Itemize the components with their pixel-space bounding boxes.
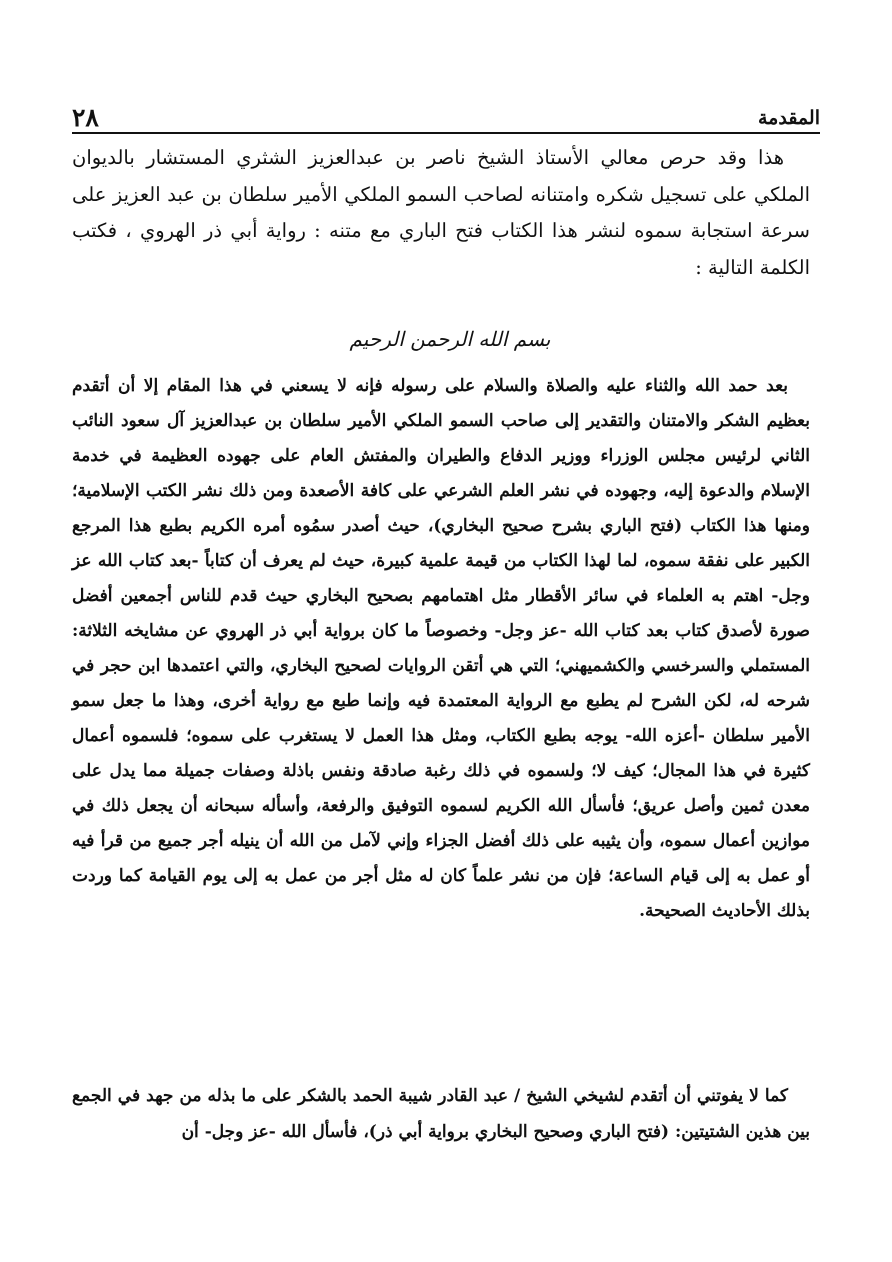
intro-section [72,140,810,286]
basmala-calligraphy [320,318,580,360]
letter-body [72,369,810,929]
running-title: المقدمة [757,107,820,129]
page-number: ٢٨ [72,103,99,132]
closing-paragraph: كما لا يفوتني أن أتقدم لشيخي الشيخ / عبد القادر شيبة الحمد بالشكر على ما بذله من جهد في الجمع بين هذين الشتيتين: (فتح الباري وصحيح البخاري برواية أبي ذر)، فأسأل الله -عز وجل- أن [72,1086,810,1142]
page-header [72,90,820,130]
basmala-text: بسم الله الرحمن الرحيم [349,327,551,351]
header-rule [72,132,820,134]
closing-section [72,1078,810,1150]
intro-paragraph: هذا وقد حرص معالي الأستاذ الشيخ ناصر بن عبدالعزيز الشثري المستشار بالديوان الملكي على تسجيل شكره وامتنانه لصاحب السمو الملكي الأمير سلطان بن عبد العزيز على سرعة استجابة سموه لنشر هذا الكتاب فتح الباري مع متنه : رواية أبي ذر الهروي ، فكتب الكلمة التالية : [72,146,810,279]
letter-paragraph: بعد حمد الله والثناء عليه والصلاة والسلام على رسوله فإنه لا يسعني في هذا المقام إلا أن أتقدم بعظيم الشكر والامتنان والتقدير إلى صاحب السمو الملكي الأمير سلطان بن عبدالعزيز آل سعود النائب الثاني لرئيس مجلس الوزراء ووزير الدفاع والطيران والمفتش العام على جهوده العظيمة في خدمة الإسلام والدعوة إليه، وجهوده في نشر العلم الشرعي على كافة الأصعدة ومن ذلك نشر الكتب الإسلامية؛ ومنها هذا الكتاب (فتح الباري بشرح صحيح البخاري)، حيث أصدر سمُوه أمره الكريم بطبع هذا المرجع الكبير على نفقة سموه، لما لهذا الكتاب من قيمة علمية كبيرة، حيث لم يعرف أن كتاباً -بعد كتاب الله عز وجل- اهتم به العلماء في سائر الأقطار مثل اهتمامهم بصحيح البخاري حيث قدم للناس أجمعين أفضل صورة لأصدق كتاب بعد كتاب الله -عز وجل- وخصوصاً ما كان برواية أبي ذر الهروي عن مشايخه الثلاثة: المستملي والسرخسي والكشميهني؛ التي هي أتقن الروايات لصحيح البخاري، والتي اعتمدها ابن حجر في شرحه له، لكن الشرح لم يطبع مع الرواية المعتمدة فيه وإنما طبع مع رواية أخرى، وهذا ما جعل سمو الأمير سلطان -أعزه الله- يوجه بطبع الكتاب، ومثل هذا العمل لا يستغرب على سموه؛ فلسموه أعمال كثيرة في هذا المجال؛ كيف لا؛ ولسموه في ذلك رغبة صادقة ونفس باذلة وصفات جميلة مما يدل على معدن ثمين وأصل عريق؛ فأسأل الله الكريم لسموه التوفيق والرفعة، وأسأله سبحانه أن يجعل ذلك في موازين أعمال سموه، وأن يثيبه على ذلك أفضل الجزاء وإني لآمل من الله أن ينيله أجر جميع من قرأ فيه أو عمل به إلى قيام الساعة؛ فإن من نشر علماً كان له مثل أجر من عمل به إلى يوم القيامة كما وردت بذلك الأحاديث الصحيحة. [72,376,810,921]
